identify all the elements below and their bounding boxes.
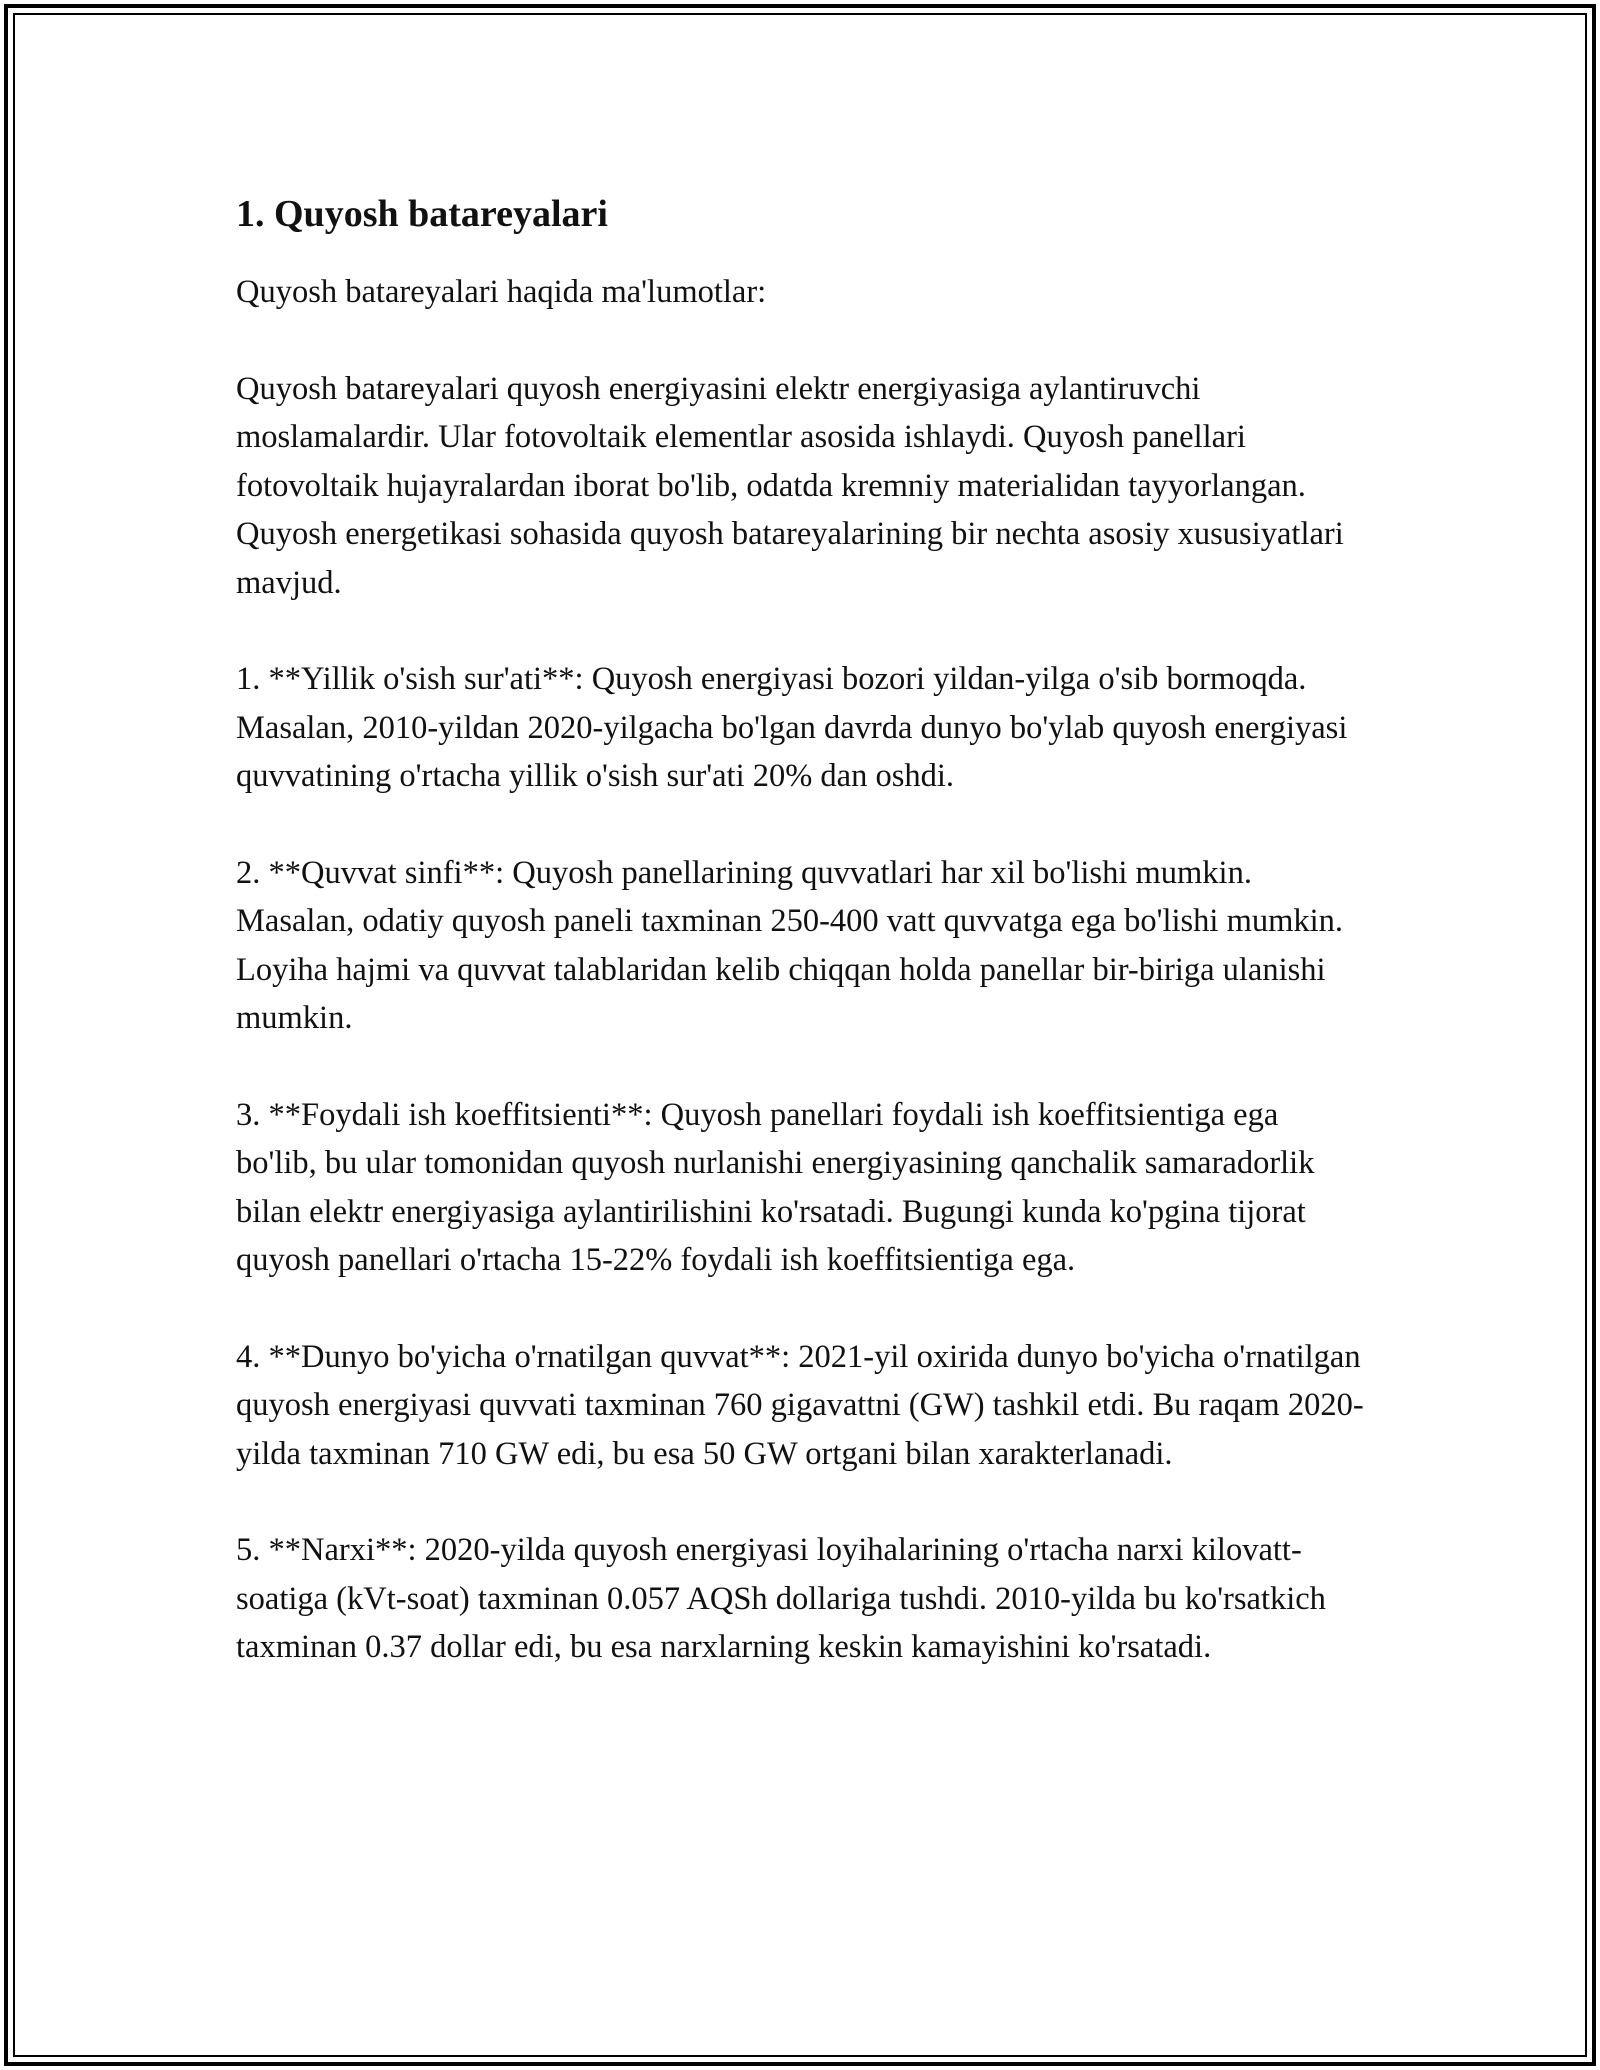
list-item-growth-rate: 1. **Yillik o'sish sur'ati**: Quyosh energiyasi bozori yildan-yilga o'sib bormoqda. Masalan, 2010-yildan 2020-yilgacha bo'lgan davrda dunyo bo'ylab quyosh energiyasi quvvatining o'rtacha yillik o'sish sur'ati 20% dan oshdi. (236, 661, 1348, 794)
intro-paragraph: Quyosh batareyalari quyosh energiyasini elektr energiyasiga aylantiruvchi moslamalardir. Ular fotovoltaik elementlar asosida ishlaydi. Quyosh panellari fotovoltaik hujayralardan iborat bo'lib, odatda kremniy materialidan tayyorlangan. Quyosh energetikasi sohasida quyosh batareyalarining bir nechta asosiy xususiyatlari mavjud. (236, 370, 1344, 601)
document-title: 1. Quyosh batareyalari (236, 193, 608, 235)
list-item-installed-capacity: 4. **Dunyo bo'yicha o'rnatilgan quvvat**: 2021-yil oxirida dunyo bo'yicha o'rnatilgan quyosh energiyasi quvvati taxminan 760 gigavattni (GW) tashkil etdi. Bu raqam 2020-yilda taxminan 710 GW edi, bu esa 50 GW ortgani bilan xarakterlanadi. (236, 1338, 1364, 1472)
document-body (236, 188, 1366, 1720)
list-item-power-class: 2. **Quvvat sinfi**: Quyosh panellarining quvvatlari har xil bo'lishi mumkin. Masalan, odatiy quyosh paneli taxminan 250-400 vatt quvvatga ega bo'lishi mumkin. Loyiha hajmi va quvvat talablaridan kelib chiqqan holda panellar bir-biriga ulanishi mumkin. (236, 854, 1344, 1036)
intro-line: Quyosh batareyalari haqida ma'lumotlar: (236, 274, 767, 310)
list-item-efficiency: 3. **Foydali ish koeffitsienti**: Quyosh panellari foydali ish koeffitsientiga ega bo'lib, bu ular tomonidan quyosh nurlanishi energiyasining qanchalik samaradorlik bilan elektr energiyasiga aylantirilishini ko'rsatadi. Bugungi kunda ko'pgina tijorat quyosh panellari o'rtacha 15-22% foydali ish koeffitsientiga ega. (236, 1096, 1315, 1278)
list-item-price: 5. **Narxi**: 2020-yilda quyosh energiyasi loyihalarining o'rtacha narxi kilovatt-soatiga (kVt-soat) taxminan 0.057 AQSh dollariga tushdi. 2010-yilda bu ko'rsatkich taxminan 0.37 dollar edi, bu esa narxlarning keskin kamayishini ko'rsatadi. (236, 1532, 1326, 1665)
